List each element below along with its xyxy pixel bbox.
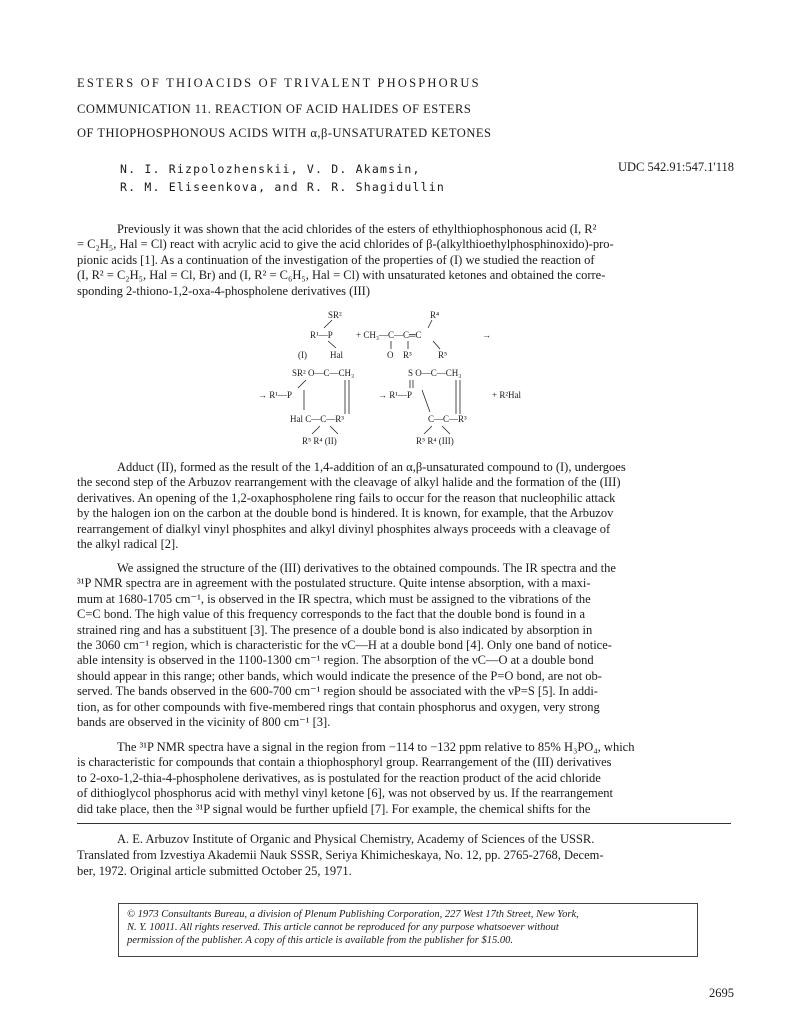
reaction-scheme [250, 308, 560, 450]
paragraph-line: The ³¹P NMR spectra have a signal in the region from −114 to −132 ppm relative to 85% H₃PO₄, which [117, 740, 635, 754]
intro-line: sponding 2-thiono-1,2-oxa-4-phospholene derivatives (III) [77, 283, 370, 298]
footnote-translation: Translated from Izvestiya Akademii Nauk SSSR, Seriya Khimicheskaya, No. 12, pp. 2765-2768, Decem- [77, 848, 604, 862]
paragraph-line: the alkyl radical [2]. [77, 537, 179, 552]
scheme-sr2: SR² [328, 310, 342, 320]
paragraph-ir-spectra [77, 561, 731, 730]
scheme-sr2-mid: SR² O—C—CH₃ [292, 368, 355, 378]
paragraph-line: Adduct (II), formed as the result of the 1,4-addition of an α,β-unsaturated compound to (I), undergoes [117, 460, 626, 474]
paragraph-line: should appear in this range; other bands, which would indicate the presence of the P=O bond, are not ob- [77, 668, 602, 683]
scheme-arrow: → [482, 330, 491, 340]
paragraph-line: ³¹P NMR spectra are in agreement with the postulated structure. Quite intense absorption, with a maxi- [77, 576, 591, 591]
paragraph-line: is characteristic for compounds that contain a thiophosphoryl group. Rearrangement of the (III) derivatives [77, 755, 612, 770]
intro-line: = C₂H₅, Hal = Cl) react with acrylic acid to give the acid chlorides of β-(alkylthioethylphosphinoxido)-pro- [77, 237, 614, 252]
paragraph-line: We assigned the structure of the (III) derivatives to the obtained compounds. The IR spectra and the [117, 561, 616, 575]
copyright-line: permission of the publisher. A copy of this article is available from the publisher for $15.00. [127, 935, 513, 946]
paragraph-line: mum at 1680-1705 cm⁻¹, is observed in the IR spectra, which must be assigned to the vibrations of the [77, 591, 591, 606]
scheme-r1p: R¹—P [310, 330, 333, 340]
scheme-arrow-r1p-2: → R¹—P [378, 390, 412, 400]
scheme-label-I: (I) [298, 350, 307, 360]
intro-paragraph [77, 222, 731, 299]
paragraph-line: C=C bond. The high value of this frequency corresponds to the fact that the double bond is found in a [77, 607, 586, 622]
scheme-ccr3: C—C—R³ [428, 414, 467, 424]
paragraph-line: of dithioglycol phosphorus acid with methyl vinyl ketone [6], was not observed by us. If the rearrangement [77, 786, 613, 801]
scheme-r4: R⁴ [430, 310, 440, 320]
scheme-s-mid: S O—C—CH₃ [408, 368, 462, 378]
paragraph-line: strained ring and has a substituent [3]. The presence of a double bond is also indicated by absorption in [77, 622, 593, 637]
scheme-hal-ccr3: Hal C—C—R³ [290, 414, 344, 424]
paragraph-line: tion, as for other compounds with five-membered rings that contain phosphorus and oxygen, very strong [77, 699, 600, 714]
scheme-r5: R⁵ [438, 350, 448, 360]
copyright-line: © 1973 Consultants Bureau, a division of Plenum Publishing Corporation, 227 West 17th Street, New York, [127, 909, 579, 920]
footnote-divider [77, 823, 731, 824]
paragraph-adduct [77, 460, 731, 552]
scheme-arrow-r1p: → R¹—P [258, 390, 292, 400]
scheme-r3: R³ [403, 350, 412, 360]
article-title-line-3: OF THIOPHOSPHONOUS ACIDS WITH α,β-UNSATURATED KETONES [77, 126, 492, 140]
scheme-ketone: + CH₃—C—C═C [356, 330, 422, 340]
paragraph-line: the second step of the Arbuzov rearrangement with the cleavage of alkyl halide and the formation of the (III) [77, 475, 621, 490]
copyright-line: N. Y. 10011. All rights reserved. This article cannot be reproduced for any purpose whatsoever without [127, 922, 559, 933]
authors-line-1: N. I. Rizpolozhenskii, V. D. Akamsin, [120, 162, 421, 176]
udc-code: UDC 542.91:547.1'118 [617, 160, 734, 174]
scheme-plus-r2hal: + R²Hal [492, 390, 522, 400]
paragraph-nmr-spectra [77, 740, 731, 817]
paragraph-line: derivatives. An opening of the 1,2-oxaphospholene ring fails to occur for the reason that nucleophilic attack [77, 490, 616, 505]
article-title-line-2: COMMUNICATION 11. REACTION OF ACID HALIDES OF ESTERS [77, 102, 472, 116]
intro-line: (I, R² = C₂H₅, Hal = Cl, Br) and (I, R² = C₆H₅, Hal = Cl) with unsaturated ketones and obtained the corre- [77, 268, 606, 283]
authors [120, 160, 445, 196]
footnote-submitted: ber, 1972. Original article submitted October 25, 1971. [77, 864, 352, 878]
paragraph-line: served. The bands observed in the 600-700 cm⁻¹ region should be associated with the νP=S [5]. In addi- [77, 684, 598, 699]
paragraph-line: rearrangement of dialkyl vinyl phosphites and alkyl divinyl phosphites always proceeds with a cleavage of [77, 521, 611, 536]
article-title-line-1: ESTERS OF THIOACIDS OF TRIVALENT PHOSPHORUS [77, 76, 481, 90]
scheme-o: O [387, 350, 394, 360]
intro-line: Previously it was shown that the acid chlorides of the esters of ethylthiophosphonous acid (I, R² [117, 222, 597, 236]
affiliation-footnote [77, 831, 731, 879]
scheme-r5-r4-II: R⁵ R⁴ (II) [302, 436, 337, 446]
paragraph-line: able intensity is observed in the 1100-1300 cm⁻¹ region. The absorption of the νC—O at a double bond [77, 653, 594, 668]
paragraph-line: the 3060 cm⁻¹ region, which is characteristic for the νC—H at a double bond [4]. Only one band of notice- [77, 638, 612, 653]
paragraph-line: bands are observed in the vicinity of 800 cm⁻¹ [3]. [77, 715, 331, 730]
copyright-notice [118, 903, 698, 957]
scheme-hal: Hal [330, 350, 343, 360]
paragraph-line: did take place, then the ³¹P signal would be further upfield [7]. For example, the chemical shifts for the [77, 801, 591, 816]
paragraph-line: by the halogen ion on the carbon at the double bond is hindered. It is known, for example, that the Arbuzov [77, 506, 614, 521]
intro-line: pionic acids [1]. As a continuation of the investigation of the properties of (I) we studied the reaction of [77, 252, 595, 267]
paragraph-line: to 2-oxo-1,2-thia-4-phospholene derivatives, as is postulated for the reaction product of the acid chloride [77, 770, 601, 785]
footnote-institute: A. E. Arbuzov Institute of Organic and Physical Chemistry, Academy of Sciences of the USSR. [117, 832, 595, 846]
scheme-r5-r4-III: R⁵ R⁴ (III) [416, 436, 454, 446]
authors-line-2: R. M. Eliseenkova, and R. R. Shagidullin [120, 180, 445, 194]
page-number: 2695 [709, 986, 734, 1000]
